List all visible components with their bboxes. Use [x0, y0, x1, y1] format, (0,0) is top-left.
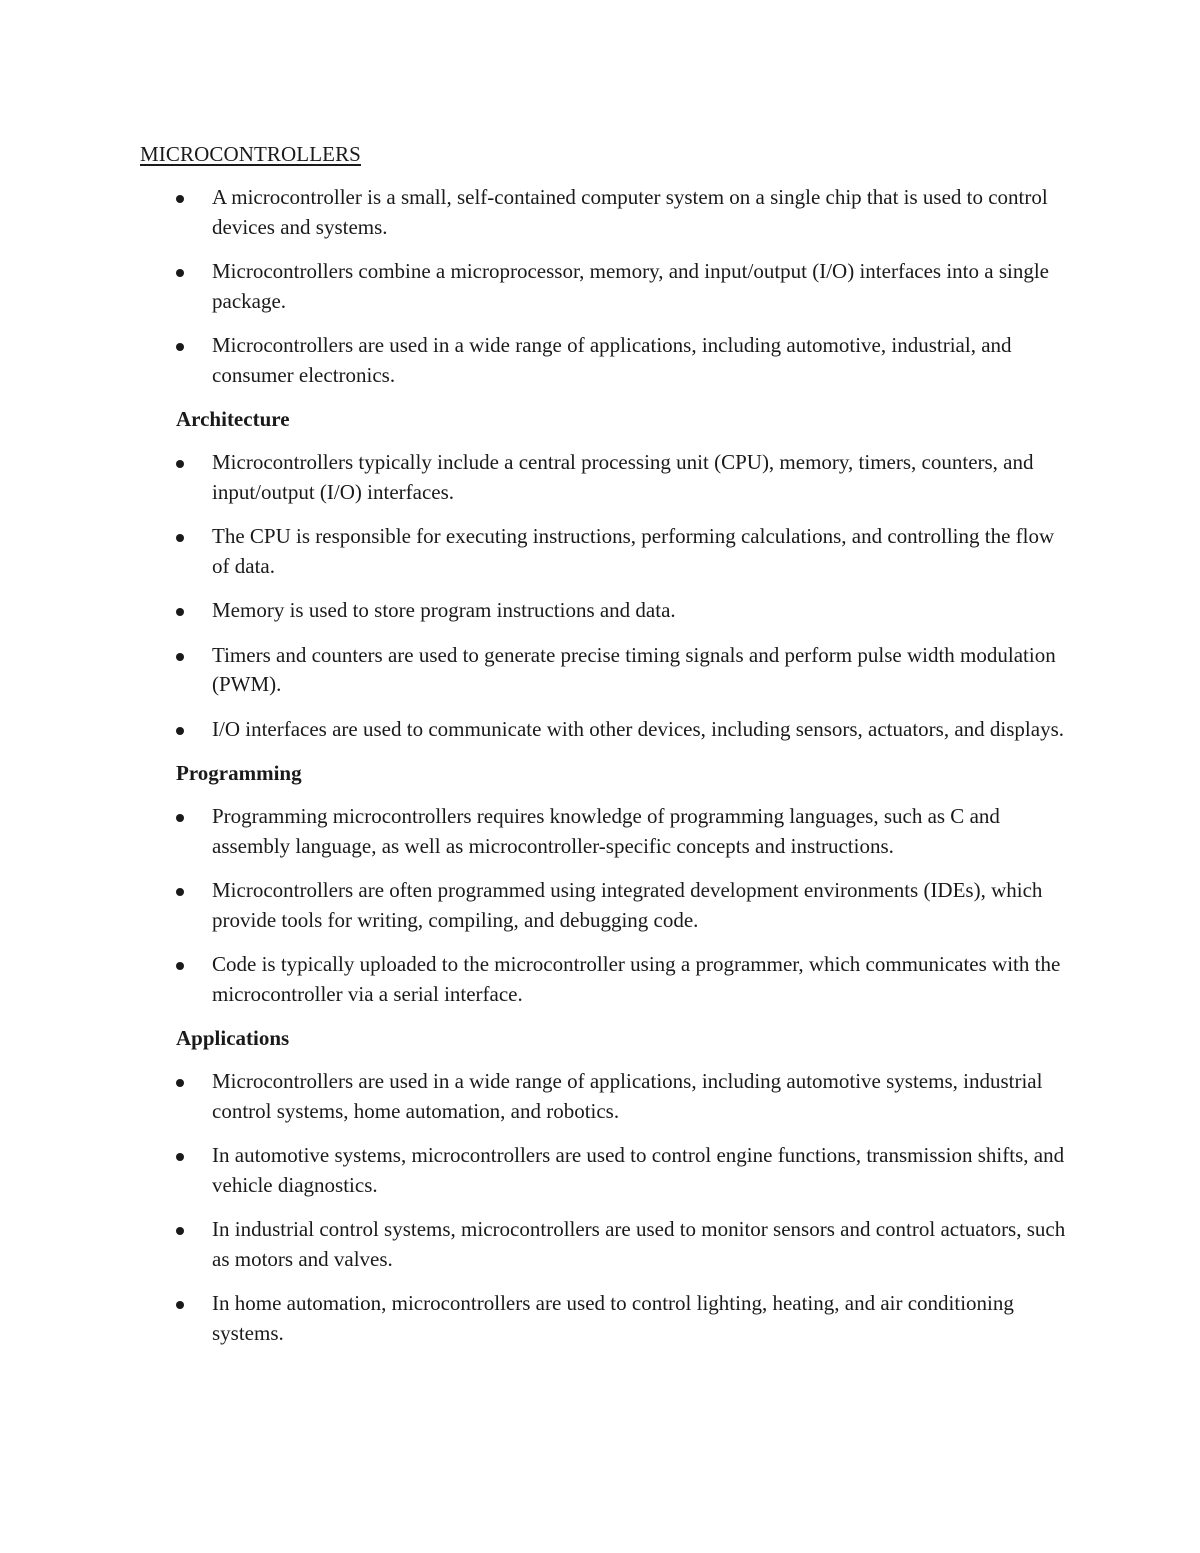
bullet-icon [176, 534, 184, 542]
bullet-icon [176, 962, 184, 970]
list-item [140, 1215, 1070, 1274]
list-item-text: In industrial control systems, microcontrollers are used to monitor sensors and control actuators, such as motors and valves. [212, 1217, 1066, 1271]
list-item-text: Code is typically uploaded to the microcontroller using a programmer, which communicates with the microcontroller via a serial interface. [212, 952, 1061, 1006]
bullet-icon [176, 727, 184, 735]
list-item [140, 183, 1070, 242]
list-item-text: The CPU is responsible for executing instructions, performing calculations, and controlling the flow of data. [212, 524, 1055, 578]
bullet-icon [176, 1079, 184, 1087]
list-item [140, 596, 1070, 626]
list-item [140, 950, 1070, 1009]
list-item-text: Timers and counters are used to generate precise timing signals and perform pulse width modulation (PWM). [212, 642, 1056, 696]
list-item-text: Microcontrollers typically include a central processing unit (CPU), memory, timers, counters, and input/output (I/O) interfaces. [212, 450, 1034, 504]
list-item-text: Memory is used to store program instructions and data. [212, 598, 676, 622]
document-page [140, 140, 1070, 1363]
intro-bullet-list [140, 183, 1070, 390]
programming-bullet-list [140, 802, 1070, 1009]
list-item-text: A microcontroller is a small, self-contained computer system on a single chip that is used to control devices and systems. [212, 185, 1048, 239]
list-item-text: I/O interfaces are used to communicate with other devices, including sensors, actuators, and displays. [212, 716, 1064, 741]
list-item-text: Microcontrollers are often programmed using integrated development environments (IDEs), which provide tools for writing, compiling, and debugging code. [212, 878, 1043, 932]
list-item [140, 257, 1070, 316]
bullet-icon [176, 888, 184, 896]
list-item [140, 1141, 1070, 1200]
section-heading-applications: Applications [176, 1026, 290, 1050]
list-item [140, 876, 1070, 935]
bullet-icon [176, 608, 184, 616]
list-item [140, 802, 1070, 861]
list-item-text: Programming microcontrollers requires knowledge of programming languages, such as C and assembly language, as well as microcontroller-specific concepts and instructions. [212, 804, 1000, 858]
list-item-text: Microcontrollers are used in a wide range of applications, including automotive, industrial, and consumer electronics. [212, 333, 1012, 387]
bullet-icon [176, 653, 184, 661]
bullet-icon [176, 343, 184, 351]
list-item-text: Microcontrollers combine a microprocessor, memory, and input/output (I/O) interfaces into a single package. [212, 259, 1049, 313]
list-item-text: In home automation, microcontrollers are used to control lighting, heating, and air conditioning systems. [212, 1291, 1014, 1345]
list-item [140, 715, 1070, 745]
bullet-icon [176, 1227, 184, 1235]
section-heading-programming: Programming [176, 761, 302, 785]
bullet-icon [176, 1301, 184, 1309]
architecture-bullet-list [140, 448, 1070, 744]
bullet-icon [176, 460, 184, 468]
list-item [140, 522, 1070, 581]
applications-bullet-list [140, 1067, 1070, 1348]
section-heading-architecture: Architecture [176, 407, 290, 431]
list-item-text: Microcontrollers are used in a wide range of applications, including automotive systems, industrial control systems, home automation, and robotics. [212, 1069, 1043, 1123]
list-item [140, 1289, 1070, 1348]
list-item [140, 641, 1070, 700]
list-item [140, 1067, 1070, 1126]
bullet-icon [176, 269, 184, 277]
bullet-icon [176, 814, 184, 822]
bullet-icon [176, 1153, 184, 1161]
list-item [140, 331, 1070, 390]
list-item-text: In automotive systems, microcontrollers are used to control engine functions, transmission shifts, and vehicle diagnostics. [212, 1143, 1065, 1197]
page-title: MICROCONTROLLERS [140, 142, 361, 166]
list-item [140, 448, 1070, 507]
bullet-icon [176, 195, 184, 203]
